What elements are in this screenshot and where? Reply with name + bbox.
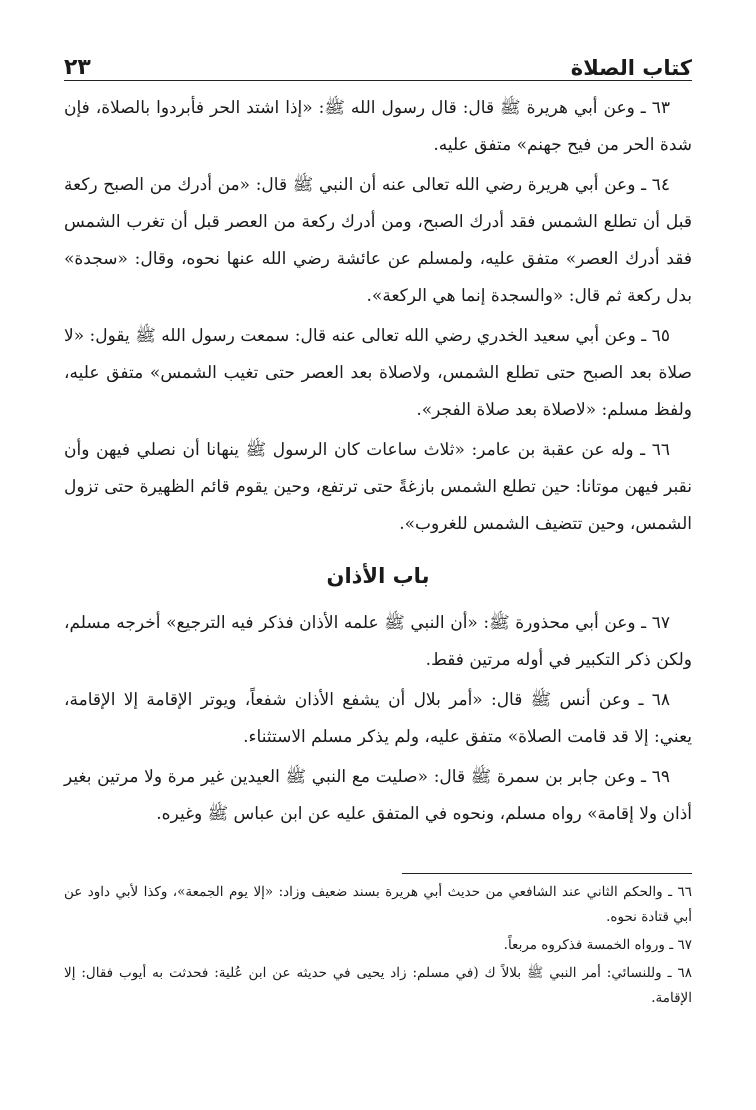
- hadith-68: ٦٨ ـ وعن أنس ﷺ قال: «أمر بلال أن يشفع الأذان شفعاً، ويوتر الإقامة إلا الإقامة، يعني: إلا قد قامت الصلاة» متفق عليه، ولم يذكر مسلم الاستثناء.: [64, 690, 692, 747]
- hadith-67: ٦٧ ـ وعن أبي محذورة ﷺ: «أن النبي ﷺ علمه الأذان فذكر فيه الترجيع» أخرجه مسلم، ولكن ذكر التكبير في أوله مرتين فقط.: [64, 613, 692, 670]
- hadith-66: ٦٦ ـ وله عن عقبة بن عامر: «ثلاث ساعات كان الرسول ﷺ ينهانا أن نصلي فيهن وأن نقبر فيهن موتانا: حين تطلع الشمس بازغةً حتى ترتفع، وحين يقوم قائم الظهيرة حتى تزول الشمس، وحين تتضيف الشمس للغروب».: [64, 440, 692, 534]
- hadith-63: ٦٣ ـ وعن أبي هريرة ﷺ قال: قال رسول الله ﷺ: «إذا اشتد الحر فأبردوا بالصلاة، فإن شدة الحر من فيح جهنم» متفق عليه.: [64, 98, 692, 155]
- footnotes: [64, 880, 692, 1014]
- header-divider: [64, 80, 692, 81]
- footnote-66: ٦٦ ـ والحكم الثاني عند الشافعي من حديث أبي هريرة بسند ضعيف وزاد: «إلا يوم الجمعة»، وكذا لأبي داود عن أبي قتادة نحوه.: [64, 884, 692, 925]
- hadith-64: ٦٤ ـ وعن أبي هريرة رضي الله تعالى عنه أن النبي ﷺ قال: «من أدرك من الصبح ركعة قبل أن تطلع الشمس فقد أدرك الصبح، ومن أدرك ركعة من العصر قبل أن تغرب الشمس فقد أدرك العصر» متفق عليه، ولمسلم عن عائشة رضي الله عنها نحوه، وقال: «سجدة» بدل ركعة ثم قال: «والسجدة إنما هي الركعة».: [64, 175, 692, 306]
- page-header: [64, 44, 692, 80]
- footnote-divider: [402, 873, 692, 874]
- page-number: ٢٣: [64, 55, 91, 80]
- section-title: باب الأذان: [326, 564, 430, 588]
- footnote-68: ٦٨ ـ وللنسائي: أمر النبي ﷺ بلالاً ك (في مسلم: زاد يحيى في حديثه عن ابن عُلية: فحدثت به أيوب فقال: إلا الإقامة.: [64, 965, 692, 1006]
- hadith-65: ٦٥ ـ وعن أبي سعيد الخدري رضي الله تعالى عنه قال: سمعت رسول الله ﷺ يقول: «لا صلاة بعد الصبح حتى تطلع الشمس، ولاصلاة بعد العصر حتى تغيب الشمس» متفق عليه، ولفظ مسلم: «لاصلاة بعد صلاة الفجر».: [64, 326, 692, 420]
- footnote-67: ٦٧ ـ ورواه الخمسة فذكروه مربعاً.: [503, 937, 692, 953]
- page-body: [64, 90, 692, 836]
- hadith-69: ٦٩ ـ وعن جابر بن سمرة ﷺ قال: «صليت مع النبي ﷺ العيدين غير مرة ولا مرتين بغير أذان ولا إقامة» رواه مسلم، ونحوه في المتفق عليه عن ابن عباس ﷺ وغيره.: [64, 767, 692, 824]
- book-title: كتاب الصلاة: [570, 56, 692, 80]
